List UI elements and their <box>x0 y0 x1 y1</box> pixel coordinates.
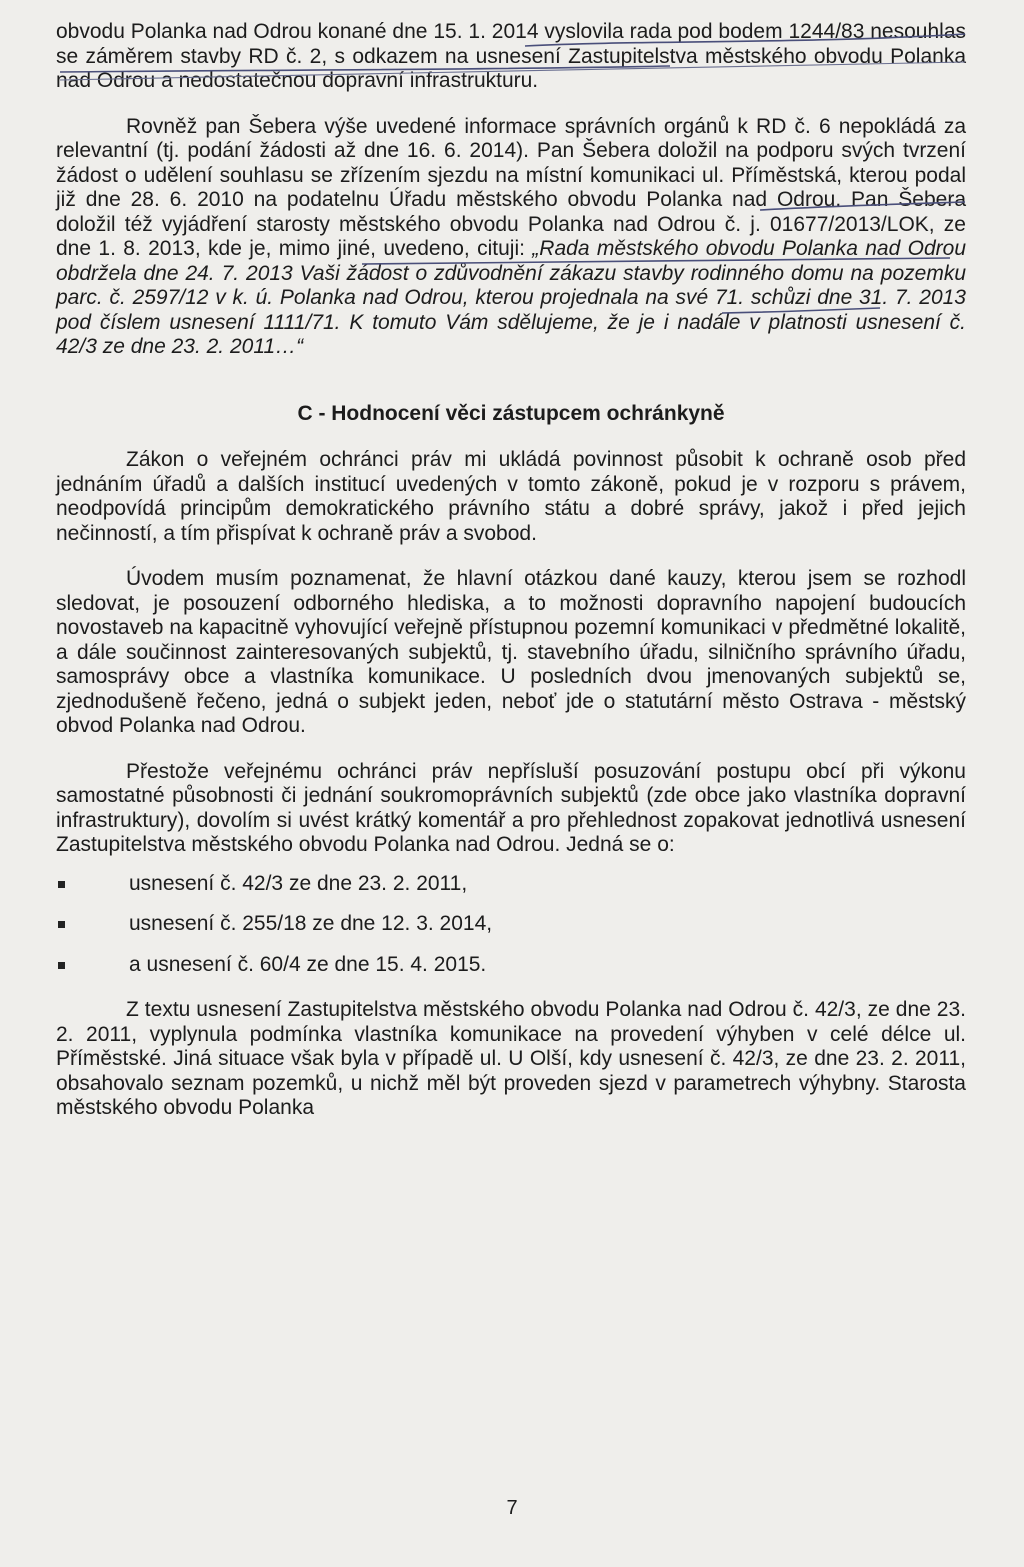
paragraph-2-text: Rovněž pan Šebera výše uvedené informace správních orgánů k RD č. 6 nepokládá za relevantní (tj. podání žádosti až dne 16. 6. 2014). Pan Šebera doložil na podporu svých tvrzení žádost o udělení souhlasu se zřízením sjezdu na místní komunikaci ul. Příměstská, kterou podal již dne 28. 6. 2010 na podatelnu Úřadu městského obvodu Polanka nad Odrou. Pan Šebera doložil též vyjádření starosty městského obvodu Polanka nad Odrou č. j. 01677/2013/LOK, ze dne 1. 8. 2013, kde je, mimo jiné, uvedeno, cituji: <box>56 114 966 260</box>
list-item-text: usnesení č. 255/18 ze dne 12. 3. 2014, <box>129 912 493 935</box>
page-number: 7 <box>506 1497 518 1519</box>
citation-quote: „Rada městského obvodu Polanka nad Odrou obdržela dne 24. 7. 2013 Vaši žádost o zdůvodnění zákazu stavby rodinného domu na pozemku parc. č. 2597/12 v k. ú. Polanka nad Odrou, kterou projednala na své 71. schůzi dne 31. 7. 2013 pod číslem usnesení 1111/71. K tomuto Vám sdělujeme, že je i nadále v platnosti usnesení č. 42/3 ze dne 23. 2. 2011…“ <box>56 237 966 358</box>
section-heading: C - Hodnocení věci zástupcem ochránkyně <box>297 401 725 425</box>
section-paragraph-2: Úvodem musím poznamenat, že hlavní otázkou dané kauzy, kterou jsem se rozhodl sledovat, je posouzení odborného hlediska, a to možnosti dopravního napojení budoucích novostaveb na kapacitně vyhovující veřejně přístupnou pozemní komunikaci v předmětné lokalitě, a dále součinnost zainteresovaných subjektů, tj. stavebního úřadu, silničního správního úřadu, samosprávy obce a vlastníka komunikace. U posledních dvou jmenovaných subjektů se, zjednodušeně řečeno, jedná o subjekt jeden, neboť jde o statutární město Ostrava - městský obvod Polanka nad Odrou. <box>56 567 966 737</box>
list-item-text: a usnesení č. 60/4 ze dne 15. 4. 2015. <box>129 952 487 976</box>
list-item-text: usnesení č. 42/3 ze dne 23. 2. 2011, <box>129 871 468 895</box>
closing-paragraph: Z textu usnesení Zastupitelstva městského obvodu Polanka nad Odrou č. 42/3, ze dne 23. 2. 2011, vyplynula podmínka vlastníka komunikace na provedení výhyben v celé délce ul. Příměstské. Jiná situace však byla v případě ul. U Olší, kdy usnesení č. 42/3, ze dne 23. 2. 2011, obsahovalo seznam pozemků, u nichž měl být proveden sjezd v parametrech výhybny. Starosta městského obvodu Polanka <box>56 998 966 1119</box>
section-paragraph-3: Přestože veřejnému ochránci práv nepřísluší posuzování postupu obcí při výkonu samostatné působnosti či jednání soukromoprávních subjektů (zde obce jako vlastníka dopravní infrastruktury), dovolím si uvést krátký komentář a pro přehlednost zopakovat jednotlivá usnesení Zastupitelstva městského obvodu Polanka nad Odrou. Jedná se o: <box>56 759 966 856</box>
paragraph-1: obvodu Polanka nad Odrou konané dne 15. 1. 2014 vyslovila rada pod bodem 1244/83 nesouhlas se záměrem stavby RD č. 2, s odkazem na usnesení Zastupitelstva městského obvodu Polanka nad Odrou a nedostatečnou dopravní infrastrukturu. <box>56 20 966 92</box>
section-paragraph-1: Zákon o veřejném ochránci práv mi ukládá povinnost působit k ochraně osob před jednáním úřadů a dalších institucí uvedených v tomto zákoně, pokud je v rozporu s právem, neodpovídá principům demokratického právního státu a dobré správy, jakož i před jejich nečinností, a tím přispívat k ochraně práv a svobod. <box>56 448 966 545</box>
